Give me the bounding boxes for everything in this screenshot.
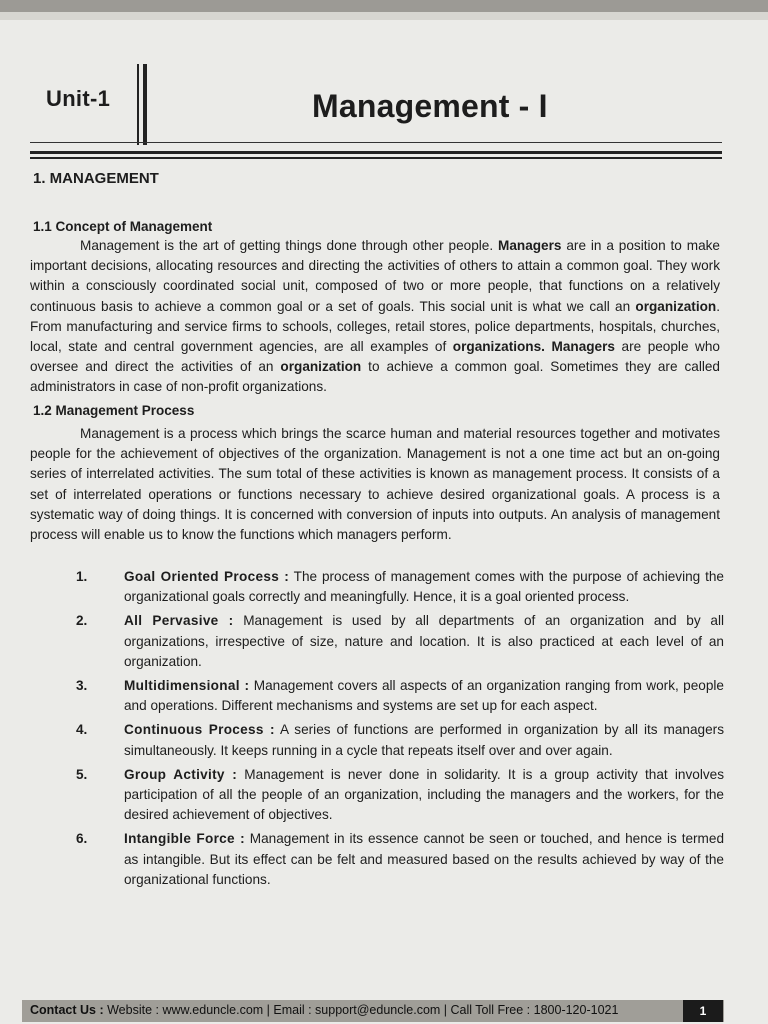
list-item-text: The process of management comes with the purpose of achieving the organizational goals correctly and meaningfully. Hence, it is a goal oriented process.	[124, 569, 724, 605]
concept-bold-organizations: organizations.	[452, 339, 545, 355]
process-heading: 1.2 Management Process	[33, 403, 195, 418]
contact-details[interactable]: Website : www.eduncle.com | Email : support@eduncle.com | Call Toll Free : 1800-120-1021	[103, 1003, 619, 1017]
list-item-number: 5.	[76, 766, 88, 782]
list-item-number: 1.	[76, 569, 88, 584]
header-rule-thick	[30, 151, 722, 154]
list-item-title: Multidimensional :	[124, 678, 250, 694]
unit-label: Unit-1	[46, 86, 111, 111]
concept-heading: 1.1 Concept of Management	[33, 219, 213, 234]
list-item-text: A series of functions are performed in organization by all its managers simultaneously. It keeps running in a cycle that repeats itself over and over again.	[124, 722, 724, 758]
list-item	[30, 720, 724, 760]
page-title: Management - I	[312, 88, 548, 124]
page-number: 1	[683, 1000, 723, 1022]
list-item-number: 3.	[76, 678, 88, 694]
concept-text-2: are in a position to make important decisions, allocating resources and directing the activities of others to attain a common goal. They work within a consciously coordinated social unit, composed of two or more people, that functions on a relatively continuous basis to achieve a common goal or a set of goals. This social unit is what we call an	[30, 238, 720, 314]
page-top-edge	[0, 12, 768, 20]
list-item-text: Management is used by all departments of an organization and by all organizations, irrespective of size, nature and location. It is also practiced at each level of an organization.	[124, 613, 724, 669]
concept-text-6: to achieve a common goal. Sometimes they are called administrators in case of non-profit organizations.	[30, 359, 720, 395]
header-rule	[30, 142, 722, 143]
list-item-title: All Pervasive :	[124, 613, 234, 629]
concept-text-1: Management is the art of getting things done through other people.	[80, 238, 498, 253]
concept-bold-organization-2: organization	[280, 359, 362, 375]
concept-text-5: are people who oversee and direct the activities of an	[30, 339, 720, 375]
page-top-shadow	[0, 0, 768, 12]
list-item-text: Management in its essence cannot be seen or touched, and hence is termed as intangible. But its effect can be felt and measured based on the results achieved by way of the organizational functions.	[124, 831, 725, 887]
list-item-title: Goal Oriented Process :	[124, 569, 290, 584]
process-characteristics-list	[30, 567, 724, 890]
section-heading: 1. MANAGEMENT	[33, 170, 159, 187]
concept-paragraph	[30, 236, 720, 398]
list-item-number: 2.	[76, 613, 88, 629]
concept-text-3: . From manufacturing and service firms to schools, colleges, retail stores, police departments, hospitals, churches, local, state and central government agencies, are all examples of	[30, 298, 720, 355]
list-item-title: Intangible Force :	[124, 831, 245, 847]
concept-bold-managers-2: Managers	[551, 339, 615, 355]
list-item-number: 4.	[76, 722, 88, 738]
header-rule-thick-lower	[30, 157, 722, 159]
list-item-title: Group Activity :	[124, 766, 238, 782]
concept-bold-organization: organization	[635, 298, 717, 314]
list-item	[30, 829, 724, 890]
contact-footer	[22, 1000, 724, 1022]
process-text: Management is a process which brings the scarce human and material resources together and motivates people for the achievement of objectives of the organization. Management is not a one time act but an on-going series of interrelated activities. The sum total of these activities is known as management process. It consists of a set of interrelated operations or functions necessary to achieve desired organizational goals. A process is a systematic way of doing things. It is concerned with conversion of inputs into outputs. An analysis of management process will enable us to know the functions which managers perform.	[30, 426, 720, 543]
header-divider-thick	[143, 64, 147, 145]
list-item-text: Management is never done in solidarity. It is a group activity that involves participation of all the people of an organization, including the managers and the workers, for the desired achievement of objectives.	[124, 766, 725, 823]
list-item-title: Continuous Process :	[124, 722, 275, 738]
list-item	[30, 676, 724, 716]
list-item-number: 6.	[76, 831, 88, 847]
header-divider	[137, 64, 139, 145]
list-item	[30, 765, 724, 826]
process-paragraph	[30, 424, 720, 545]
contact-label: Contact Us :	[30, 1003, 104, 1017]
concept-bold-managers: Managers	[498, 238, 562, 253]
list-item-text: Management covers all aspects of an organization ranging from work, people and operations. Different mechanisms and systems are set up for each aspect.	[124, 678, 724, 714]
list-item	[30, 567, 724, 607]
list-item	[30, 611, 724, 672]
